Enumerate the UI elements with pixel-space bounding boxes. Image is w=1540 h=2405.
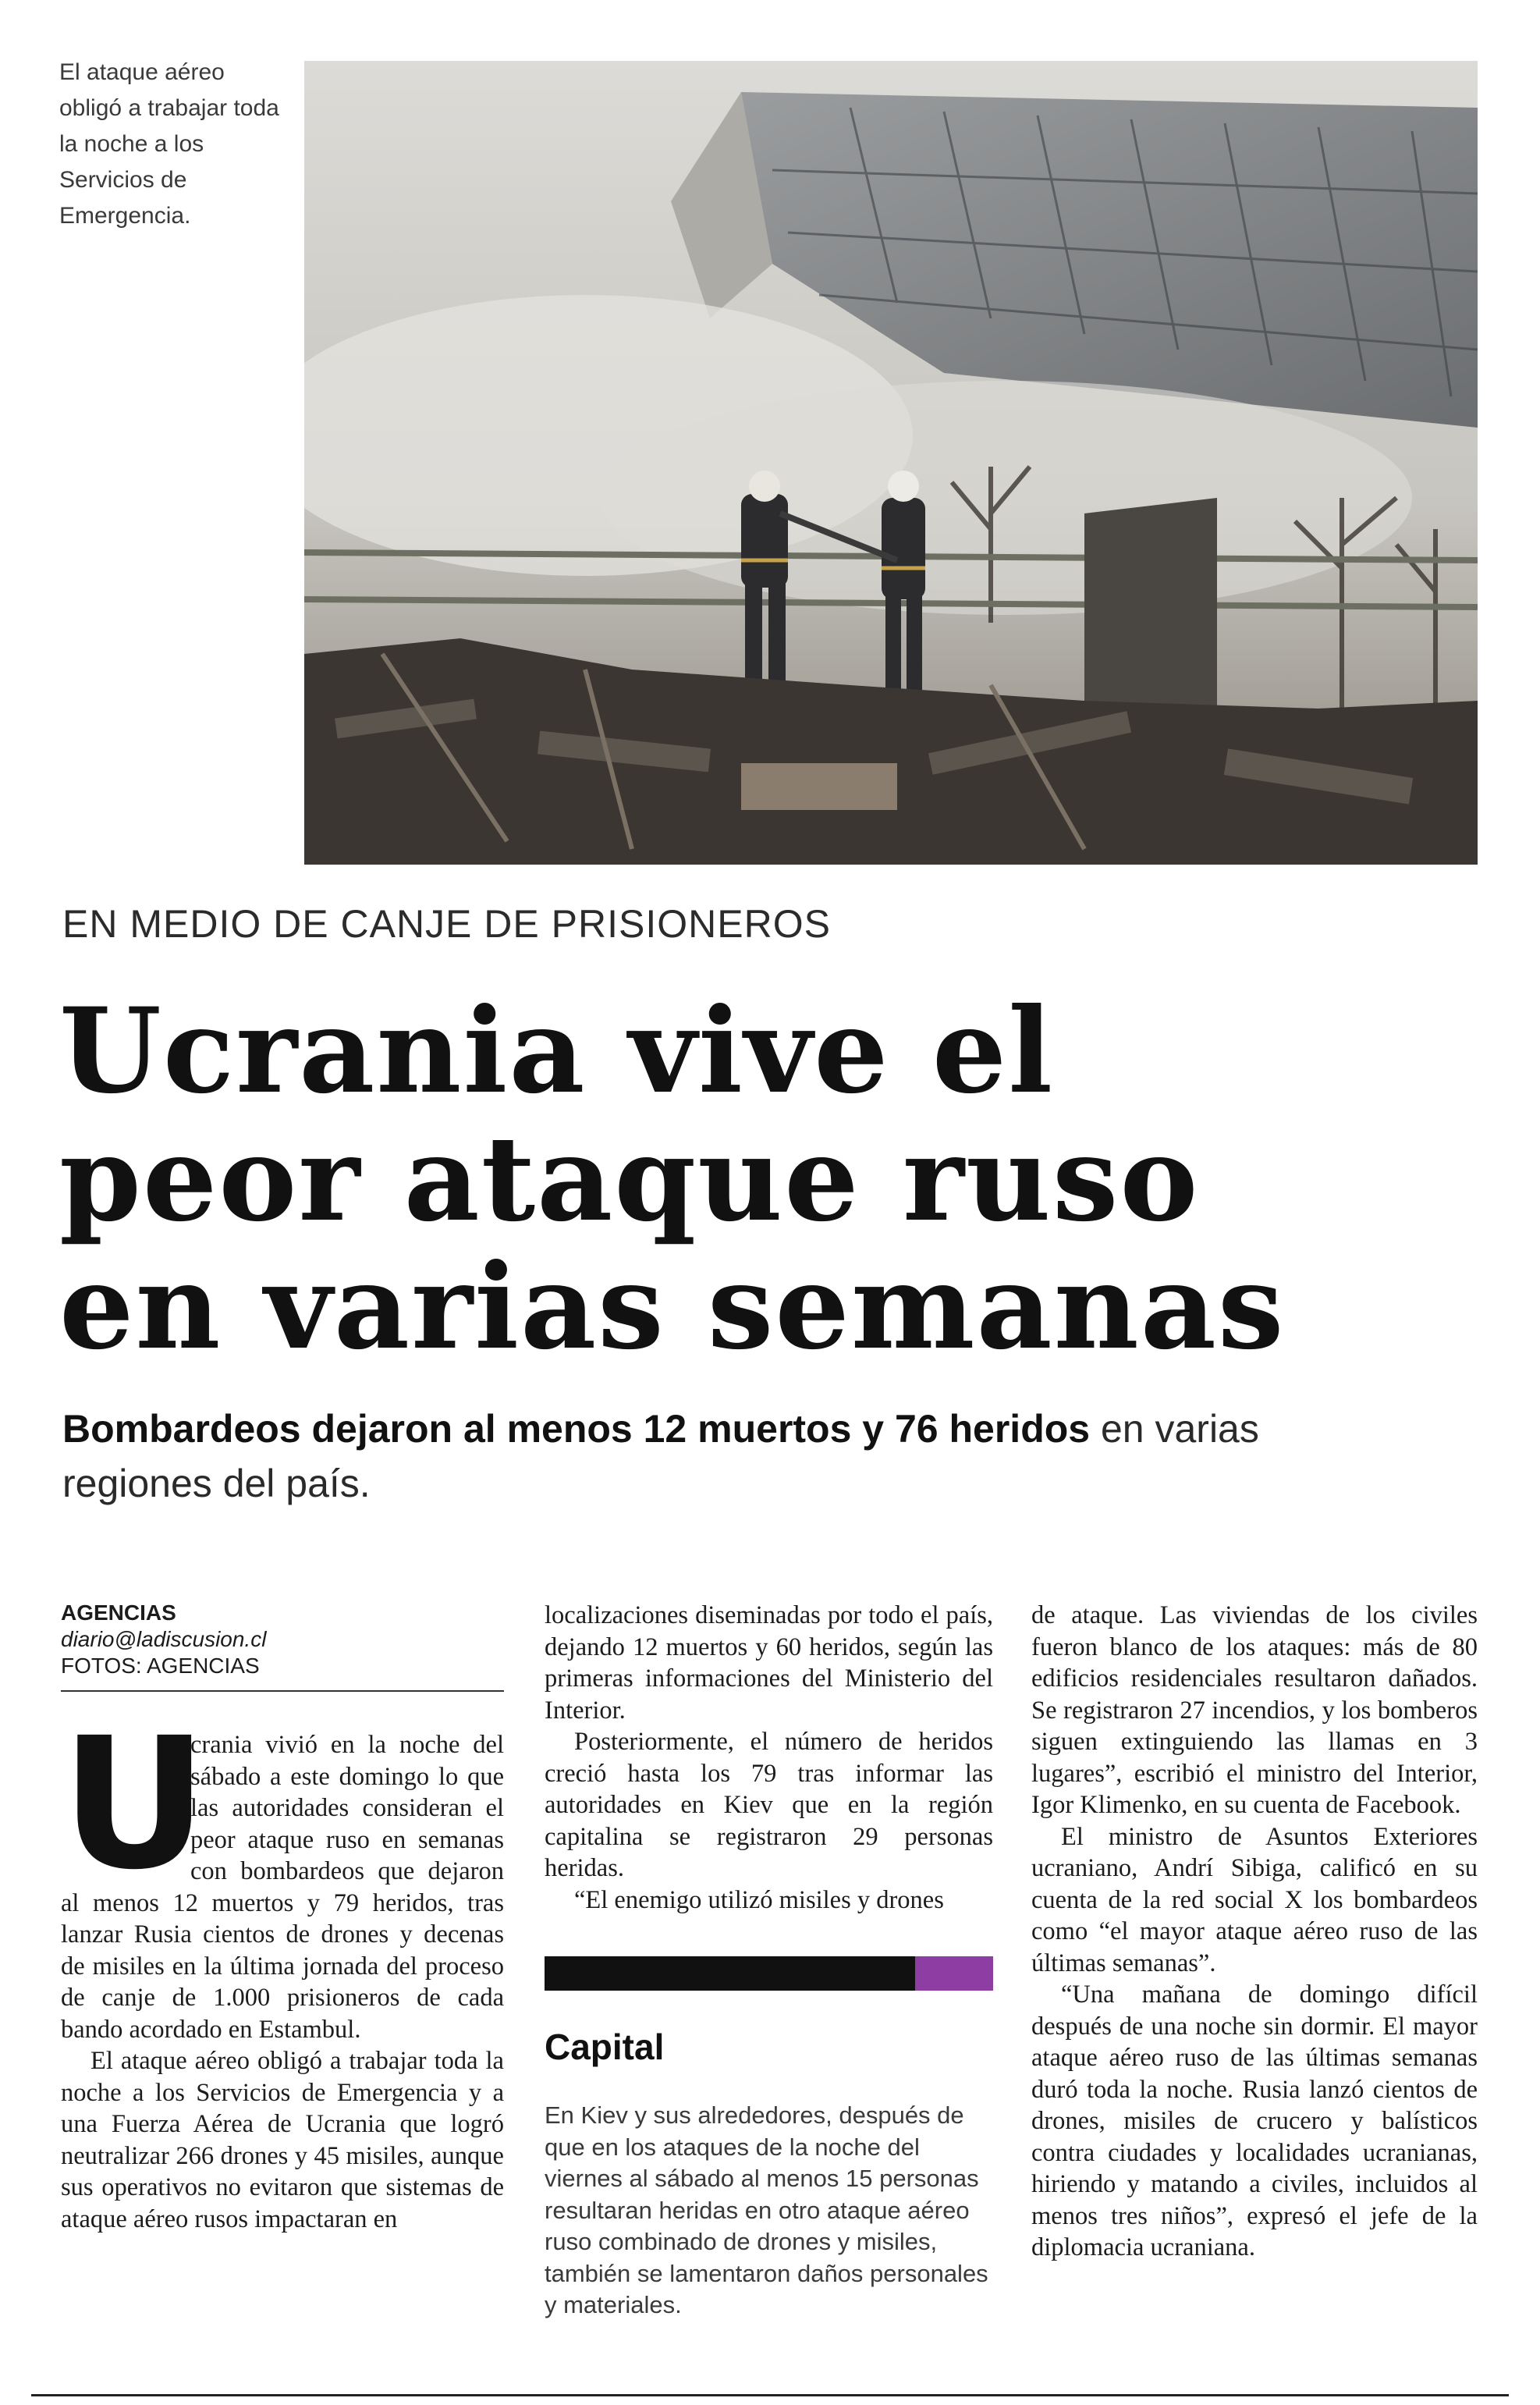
sidebar-text: En Kiev y sus alrededores, después de que en los ataques de la noche del viernes al sábado al menos 15 personas resultaran heridas en otro ataque aéreo ruso combinado de drones y misiles, también se lamentaron daños personales y materiales. [545, 2101, 988, 2318]
byline-divider [61, 1690, 504, 1692]
article-kicker: EN MEDIO DE CANJE DE PRISIONEROS [62, 902, 831, 946]
byline-email[interactable]: diario@ladiscusion.cl [61, 1627, 267, 1651]
article-deck [62, 1401, 1389, 1511]
deck-rest: en varias regiones del país. [62, 1407, 1259, 1505]
sidebar-accent [915, 1956, 993, 1991]
article-column-1 [61, 1600, 504, 2235]
byline [61, 1600, 504, 1679]
body-paragraph: El ataque aéreo obligó a trabajar toda la noche a los Servicios de Emergencia y a una Fuerza Aérea de Ucrania que logró neutralizar 266 drones y 45 misiles, aunque sus operativos no evitaron que sistemas de ataque aéreo rusos impactaran en [61, 2047, 504, 2233]
photo-caption: El ataque aéreo obligó a trabajar toda la noche a los Servicios de Emergencia. [59, 59, 279, 229]
byline-agency: AGENCIAS [61, 1600, 176, 1625]
sidebar-title: Capital [545, 2027, 665, 2067]
body-paragraph: de ataque. Las viviendas de los civiles fueron blanco de los ataques: más de 80 edificios residenciales resultaron dañados. Se registraron 27 incendios, y los bomberos siguen extinguiendo las llamas en 3 lugares”, escribió el ministro del Interior, Igor Klimenko, en su cuenta de Facebook. [1031, 1601, 1478, 1819]
headline-line: en varias semanas [59, 1238, 1286, 1376]
lead-paragraph [61, 1699, 504, 2045]
body-paragraph: “Una mañana de domingo difícil después de una noche sin dormir. El mayor ataque aéreo ruso de las últimas semanas duró toda la noche. Rusia lanzó cientos de drones, misiles de crucero y balísticos contra ciudades y localidades ucranianas, hiriendo y matando a civiles, incluidos al menos tres niños”, expresó el jefe de la diplomacia ucraniana. [1031, 1980, 1478, 2261]
headline-line: Ucrania vive el [59, 982, 1055, 1120]
page-bottom-rule [31, 2394, 1509, 2396]
lead-paragraph-text: crania vivió en la noche del sábado a este domingo lo que las autoridades consideran el peor ataque ruso en semanas con bombardeos que dejaron al menos 12 muertos y 79 heridos, tras lanzar Rusia cientos de drones y decenas de misiles en la última jornada del proceso de canje de 1.000 prisioneros de cada bando acordado en Estambul. [61, 1731, 504, 2044]
firefighters-photo-illustration [304, 61, 1478, 865]
news-photo [304, 61, 1478, 865]
article-headline [59, 982, 1464, 1376]
body-paragraph: localizaciones diseminadas por todo el país, dejando 12 muertos y 60 heridos, según las primeras informaciones del Ministerio del Interior. [545, 1601, 993, 1725]
sidebar-header-bar [545, 1956, 993, 1991]
deck-bold: Bombardeos dejaron al menos 12 muertos y 76 heridos [62, 1407, 1091, 1451]
body-paragraph: El ministro de Asuntos Exteriores ucraniano, Andrí Sibiga, calificó en su cuenta de la red social X los bombardeos como “el mayor ataque aéreo ruso de las últimas semanas”. [1031, 1822, 1478, 1977]
article-column-2 [545, 1600, 993, 2322]
article-column-3 [1031, 1600, 1478, 2264]
headline-line: peor ataque ruso [59, 1110, 1200, 1248]
byline-photos: FOTOS: AGENCIAS [61, 1654, 260, 1678]
body-paragraph: “El enemigo utilizó misiles y drones [574, 1885, 944, 1914]
body-paragraph: Posteriormente, el número de heridos creció hasta los 79 tras informar las autoridades en Kiev que en la región capitalina se registraron 29 personas heridas. [545, 1728, 993, 1882]
drop-cap: U [61, 1699, 208, 1909]
